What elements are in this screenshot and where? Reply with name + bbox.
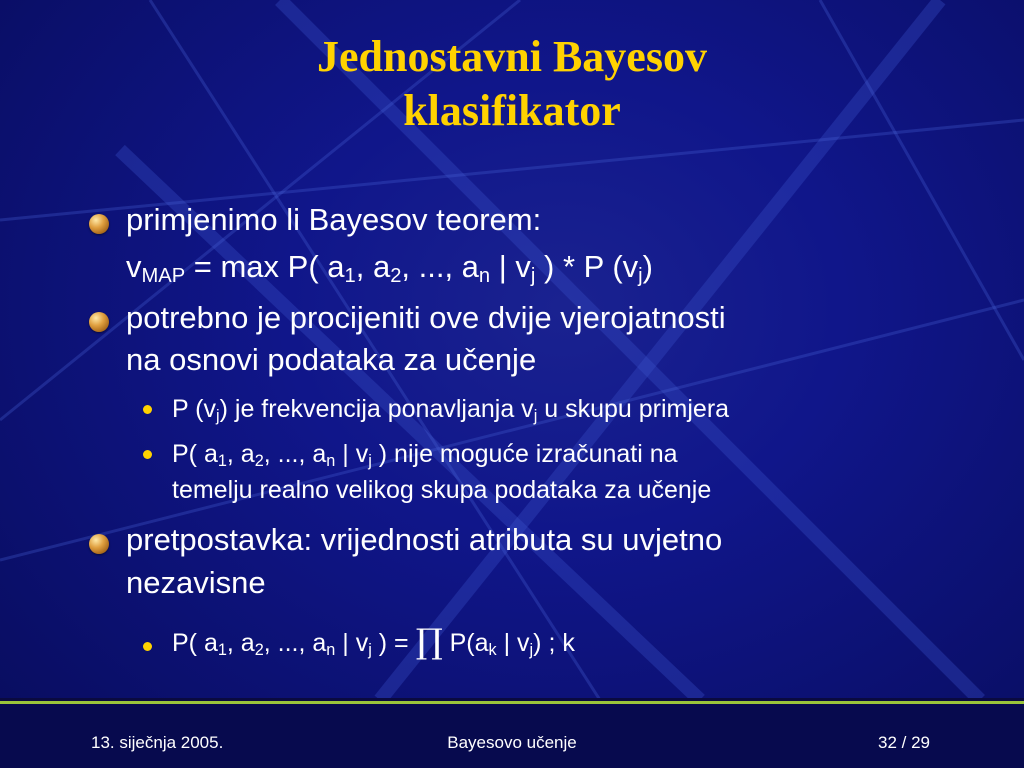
bullet-ball-icon	[89, 214, 109, 234]
bullet-2-line-1: potrebno je procijeniti ove dvije vjerojatnosti	[126, 300, 726, 335]
sub-bullet-2-2-line-2: temelju realno velikog skupa podataka za učenje	[172, 476, 712, 504]
bullet-1-line-1: primjenimo li Bayesov teorem:	[126, 202, 542, 237]
sub-bullet-dot-icon	[143, 642, 152, 651]
sub-bullet-2-1: P $(v_j)$ je frekvencija ponavljanja $v_j$ u skupu primjera	[172, 395, 730, 426]
bullet-ball-icon	[89, 534, 109, 554]
bullet-3-line-1: pretpostavka: vrijednosti atributa su uvjetno	[126, 522, 723, 557]
title-line-2: klasifikator	[403, 86, 621, 135]
footer-title: Bayesovo učenje	[447, 733, 577, 752]
sub-bullet-3-1: P( $a_1$, $a_2$, ..., $a_n$ | $v_j$ ) = ∏ $P(a_k$ | $v_j$) ; k	[172, 622, 575, 662]
bullet-ball-icon	[89, 312, 109, 332]
bullet-3-line-2: nezavisne	[126, 565, 266, 600]
sub-bullet-dot-icon	[143, 405, 152, 414]
footer-date: 13. siječnja 2005.	[91, 733, 224, 752]
sub-bullet-dot-icon	[143, 450, 152, 459]
footer-page-number: 32 / 29	[878, 733, 930, 752]
sub-bullet-2-2: P( $a_1$, $a_2$, ..., $a_n$ | $v_j$ ) nije moguće izračunati na	[172, 440, 678, 471]
title-line-1: Jednostavni Bayesov	[317, 32, 707, 81]
bullet-1-formula: $v_{MAP} = \max P$( $a_1$, $a_2$, ..., $a_n$ | $v_j$ ) * P $(v_j)$	[126, 249, 653, 288]
product-symbol: ∏	[415, 622, 443, 662]
bullet-2-line-2: na osnovi podataka za učenje	[126, 342, 537, 377]
